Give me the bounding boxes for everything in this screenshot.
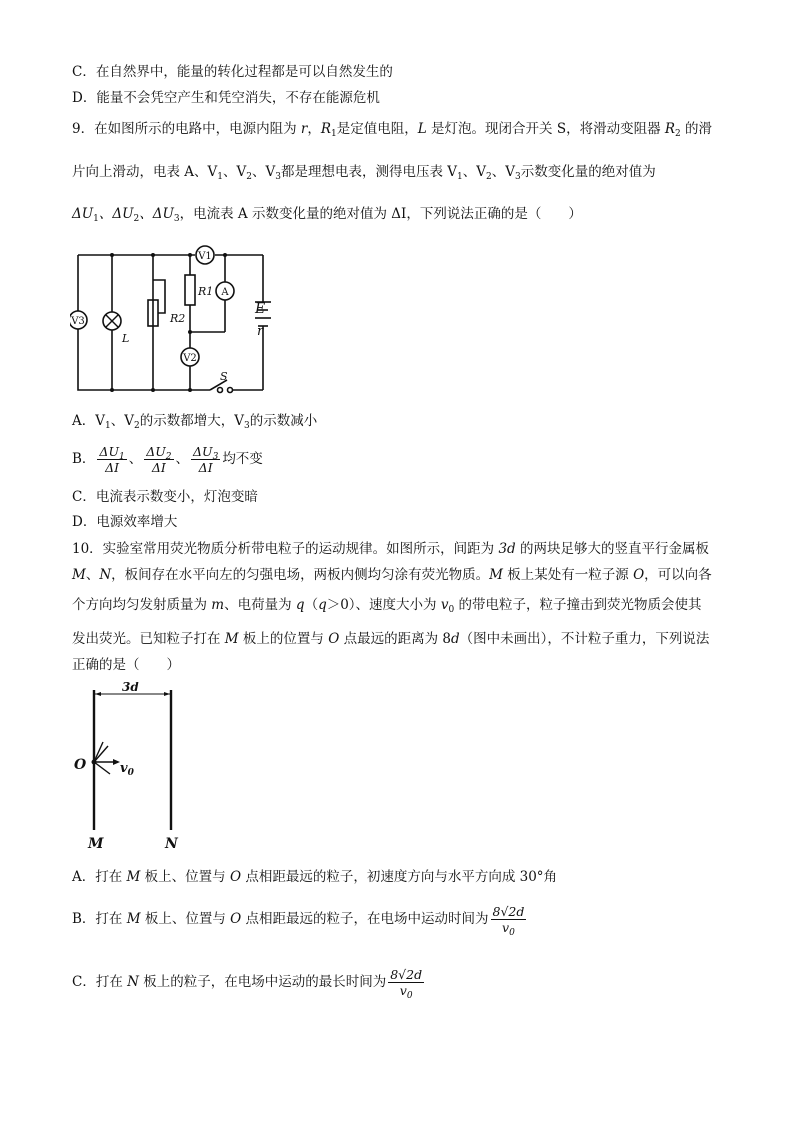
v0-letter: v [120, 761, 128, 776]
q10-plates-diagram [70, 682, 190, 852]
internal-r-label: r [257, 324, 264, 339]
q9-stem-line3: $\Delta U_1$、$\Delta U_2$、$\Delta U_3$，电流表 A 示数变化量的绝对值为 ΔI，下列说法正确的是（ ） [72, 206, 582, 224]
v1-label: V1 [198, 251, 212, 262]
q10-option-c: C．打在 N 板上的粒子，在电场中运动的最长时间为 $\frac{8√2d}{v_0}$ [72, 967, 423, 1001]
q10-stem-line3: 个方向均匀发射质量为 m、电荷量为 q（q＞0）、速度大小为 $v_0$ 的带电粒子，粒子撞击到荧光物质会使其 [72, 597, 702, 615]
v3-label: V3 [71, 316, 85, 327]
source-o-label: O [74, 757, 87, 773]
q9-option-a: A．$V_1$、$V_2$的示数都增大，$V_3$的示数减小 [72, 413, 318, 431]
q9-stem-line2: 片向上滑动，电表 A、$V_1$、$V_2$、$V_3$都是理想电表，测得电压表 $V_1$、$V_2$、$V_3$示数变化量的绝对值为 [72, 164, 656, 182]
q10-stem-line4: 发出荧光。已知粒子打在 M 板上的位置与 O 点最远的距离为 8d（图中未画出），不计粒子重力，下列说法 [72, 631, 710, 647]
gap-label: 3d [122, 682, 139, 694]
r2-label: R2 [170, 312, 186, 325]
q9-option-b: B． $\frac{\Delta U_1}{\Delta I}$ 、 $\frac{\Delta U_2}{\Delta I}$ 、 $\frac{\Delta U_3}{\Delta I}$ 均不变 [72, 444, 263, 475]
r1-label: R1 [198, 285, 214, 298]
q9-option-c: C．电流表示数变小，灯泡变暗 [72, 489, 258, 505]
q10-stem-line5: 正确的是（ ） [72, 657, 180, 673]
lamp-label: L [122, 332, 130, 345]
q9-stem-line1: 9．在如图所示的电路中，电源内阻为 r，$R_1$是定值电阻，L 是灯泡。现闭合开关 S，将滑动变阻器 $R_2$ 的滑 [72, 121, 713, 139]
q10-stem-line1: 10．实验室常用荧光物质分析带电粒子的运动规律。如图所示，间距为 3d 的两块足够大的竖直平行金属板 [72, 541, 709, 557]
ammeter-label: A [221, 287, 229, 298]
v2-label: V2 [183, 353, 197, 364]
switch-label: S [220, 370, 228, 383]
q9-option-d: D．电源效率增大 [72, 514, 178, 530]
q9-circuit-diagram [70, 240, 275, 395]
v0-label [120, 761, 135, 778]
q8-option-d: D．能量不会凭空产生和凭空消失，不存在能源危机 [72, 90, 380, 106]
plate-n-label: N [165, 836, 178, 852]
q10-option-b: B．打在 M 板上、位置与 O 点相距最远的粒子，在电场中运动时间为 $\frac{8√2d}{v_0}$ [72, 904, 525, 938]
emf-label: E [255, 301, 266, 317]
q10-stem-line2: M、N，板间存在水平向左的匀强电场，两板内侧均匀涂有荧光物质。M 板上某处有一粒子源 O，可以向各 [72, 567, 712, 583]
q8-option-c: C．在自然界中，能量的转化过程都是可以自然发生的 [72, 64, 393, 80]
q10-option-a: A．打在 M 板上、位置与 O 点相距最远的粒子，初速度方向与水平方向成 30°角 [72, 869, 558, 885]
v0-subscript: 0 [127, 768, 134, 778]
plate-m-label: M [88, 836, 104, 852]
